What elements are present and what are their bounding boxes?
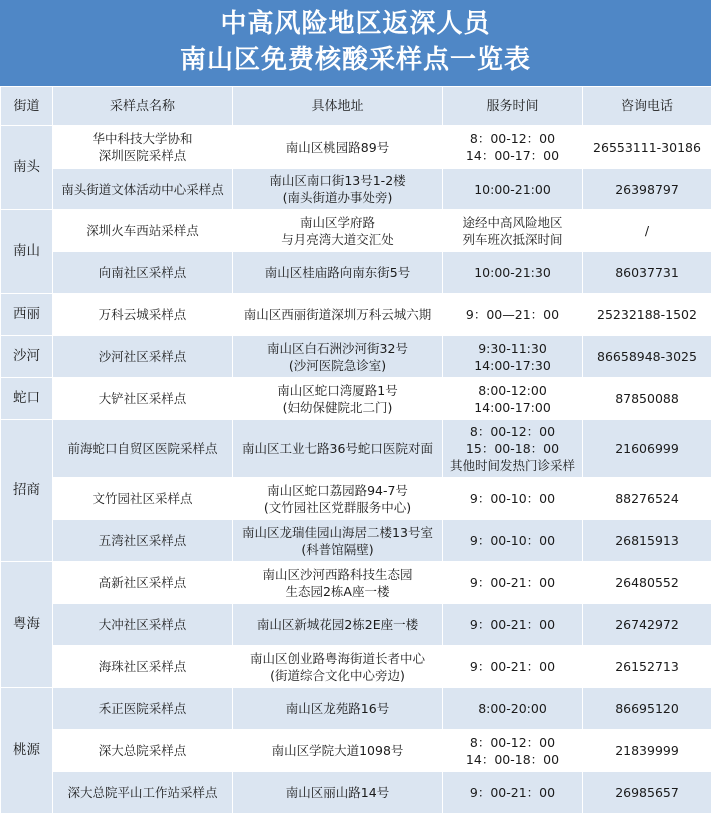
site-hours: 途经中高风险地区 列车班次抵深时间 <box>443 210 583 252</box>
street-cell: 粤海 <box>1 562 53 688</box>
site-address: 南山区工业七路36号蛇口医院对面 <box>233 420 443 478</box>
table-row <box>1 252 711 294</box>
site-phone: 25232188-1502 <box>583 294 711 336</box>
street-cell: 招商 <box>1 420 53 562</box>
title-line-2: 南山区免费核酸采样点一览表 <box>179 45 531 75</box>
site-phone: 26985657 <box>583 772 711 814</box>
header-site-name: 采样点名称 <box>53 87 233 126</box>
table-row <box>1 210 711 252</box>
site-phone: 21839999 <box>583 730 711 772</box>
table-row <box>1 478 711 520</box>
header-address: 具体地址 <box>233 87 443 126</box>
site-phone: 26553111-30186 <box>583 126 711 169</box>
site-phone: 86037731 <box>583 252 711 294</box>
site-name: 前海蛇口自贸区医院采样点 <box>53 420 233 478</box>
site-hours: 8:00-20:00 <box>443 688 583 730</box>
street-cell: 西丽 <box>1 294 53 336</box>
site-name: 华中科技大学协和 深圳医院采样点 <box>53 126 233 169</box>
table-row <box>1 604 711 646</box>
site-phone: 26152713 <box>583 646 711 688</box>
table-header-row <box>1 87 711 126</box>
site-address: 南山区丽山路14号 <box>233 772 443 814</box>
site-name: 大冲社区采样点 <box>53 604 233 646</box>
site-hours: 8：00-12：00 14：00-18：00 <box>443 730 583 772</box>
site-address: 南山区蛇口湾厦路1号 (妇幼保健院北二门) <box>233 378 443 420</box>
site-address: 南山区桂庙路向南东街5号 <box>233 252 443 294</box>
header-phone: 咨询电话 <box>583 87 711 126</box>
table-row <box>1 730 711 772</box>
table-row <box>1 688 711 730</box>
site-name: 深圳火车西站采样点 <box>53 210 233 252</box>
table-row <box>1 378 711 420</box>
site-phone: 86695120 <box>583 688 711 730</box>
site-name: 大铲社区采样点 <box>53 378 233 420</box>
site-name: 万科云城采样点 <box>53 294 233 336</box>
site-address: 南山区沙河西路科技生态园 生态园2栋A座一楼 <box>233 562 443 604</box>
site-address: 南山区龙苑路16号 <box>233 688 443 730</box>
site-hours: 9：00-21：00 <box>443 562 583 604</box>
site-hours: 8:00-12:00 14:00-17:00 <box>443 378 583 420</box>
site-phone: 26815913 <box>583 520 711 562</box>
table-row <box>1 420 711 478</box>
table-row <box>1 772 711 814</box>
street-cell: 桃源 <box>1 688 53 814</box>
sampling-sites-table <box>0 86 711 814</box>
street-cell: 南山 <box>1 210 53 294</box>
site-phone: 21606999 <box>583 420 711 478</box>
site-hours: 9：00-10：00 <box>443 520 583 562</box>
site-hours: 9：00-21：00 <box>443 772 583 814</box>
site-hours: 10:00-21:00 <box>443 169 583 210</box>
site-name: 深大总院平山工作站采样点 <box>53 772 233 814</box>
site-phone: 88276524 <box>583 478 711 520</box>
site-name: 高新社区采样点 <box>53 562 233 604</box>
site-hours: 10:00-21:30 <box>443 252 583 294</box>
site-address: 南山区西丽街道深圳万科云城六期 <box>233 294 443 336</box>
header-hours: 服务时间 <box>443 87 583 126</box>
site-name: 沙河社区采样点 <box>53 336 233 378</box>
site-phone: / <box>583 210 711 252</box>
site-address: 南山区学府路 与月亮湾大道交汇处 <box>233 210 443 252</box>
site-hours: 9：00-21：00 <box>443 646 583 688</box>
site-name: 文竹园社区采样点 <box>53 478 233 520</box>
site-name: 深大总院采样点 <box>53 730 233 772</box>
site-name: 五湾社区采样点 <box>53 520 233 562</box>
table-row <box>1 169 711 210</box>
site-hours: 9:30-11:30 14:00-17:30 <box>443 336 583 378</box>
site-address: 南山区南口街13号1-2楼 (南头街道办事处旁) <box>233 169 443 210</box>
site-phone: 87850088 <box>583 378 711 420</box>
site-address: 南山区创业路粤海街道长者中心 (街道综合文化中心旁边) <box>233 646 443 688</box>
title-line-1: 中高风险地区返深人员 <box>220 9 491 39</box>
header-street: 街道 <box>1 87 53 126</box>
site-hours: 9：00-21：00 <box>443 604 583 646</box>
site-address: 南山区桃园路89号 <box>233 126 443 169</box>
site-hours: 8：00-12：00 14：00-17：00 <box>443 126 583 169</box>
site-phone: 86658948-3025 <box>583 336 711 378</box>
street-cell: 沙河 <box>1 336 53 378</box>
site-address: 南山区新城花园2栋2E座一楼 <box>233 604 443 646</box>
street-cell: 南头 <box>1 126 53 210</box>
site-hours: 9：00-10：00 <box>443 478 583 520</box>
site-name: 南头街道文体活动中心采样点 <box>53 169 233 210</box>
site-address: 南山区龙瑞佳园山海居二楼13号室 (科普馆隔壁) <box>233 520 443 562</box>
title-banner <box>0 0 711 86</box>
table-row <box>1 520 711 562</box>
site-name: 海珠社区采样点 <box>53 646 233 688</box>
table-row <box>1 294 711 336</box>
site-phone: 26742972 <box>583 604 711 646</box>
site-name: 禾正医院采样点 <box>53 688 233 730</box>
site-hours: 8：00-12：00 15：00-18：00 其他时间发热门诊采样 <box>443 420 583 478</box>
site-hours: 9：00—21：00 <box>443 294 583 336</box>
site-phone: 26480552 <box>583 562 711 604</box>
site-address: 南山区学院大道1098号 <box>233 730 443 772</box>
site-name: 向南社区采样点 <box>53 252 233 294</box>
table-row <box>1 562 711 604</box>
site-address: 南山区白石洲沙河街32号 (沙河医院急诊室) <box>233 336 443 378</box>
table-row <box>1 126 711 169</box>
table-row <box>1 646 711 688</box>
street-cell: 蛇口 <box>1 378 53 420</box>
site-address: 南山区蛇口荔园路94-7号 (文竹园社区党群服务中心) <box>233 478 443 520</box>
site-phone: 26398797 <box>583 169 711 210</box>
table-row <box>1 336 711 378</box>
